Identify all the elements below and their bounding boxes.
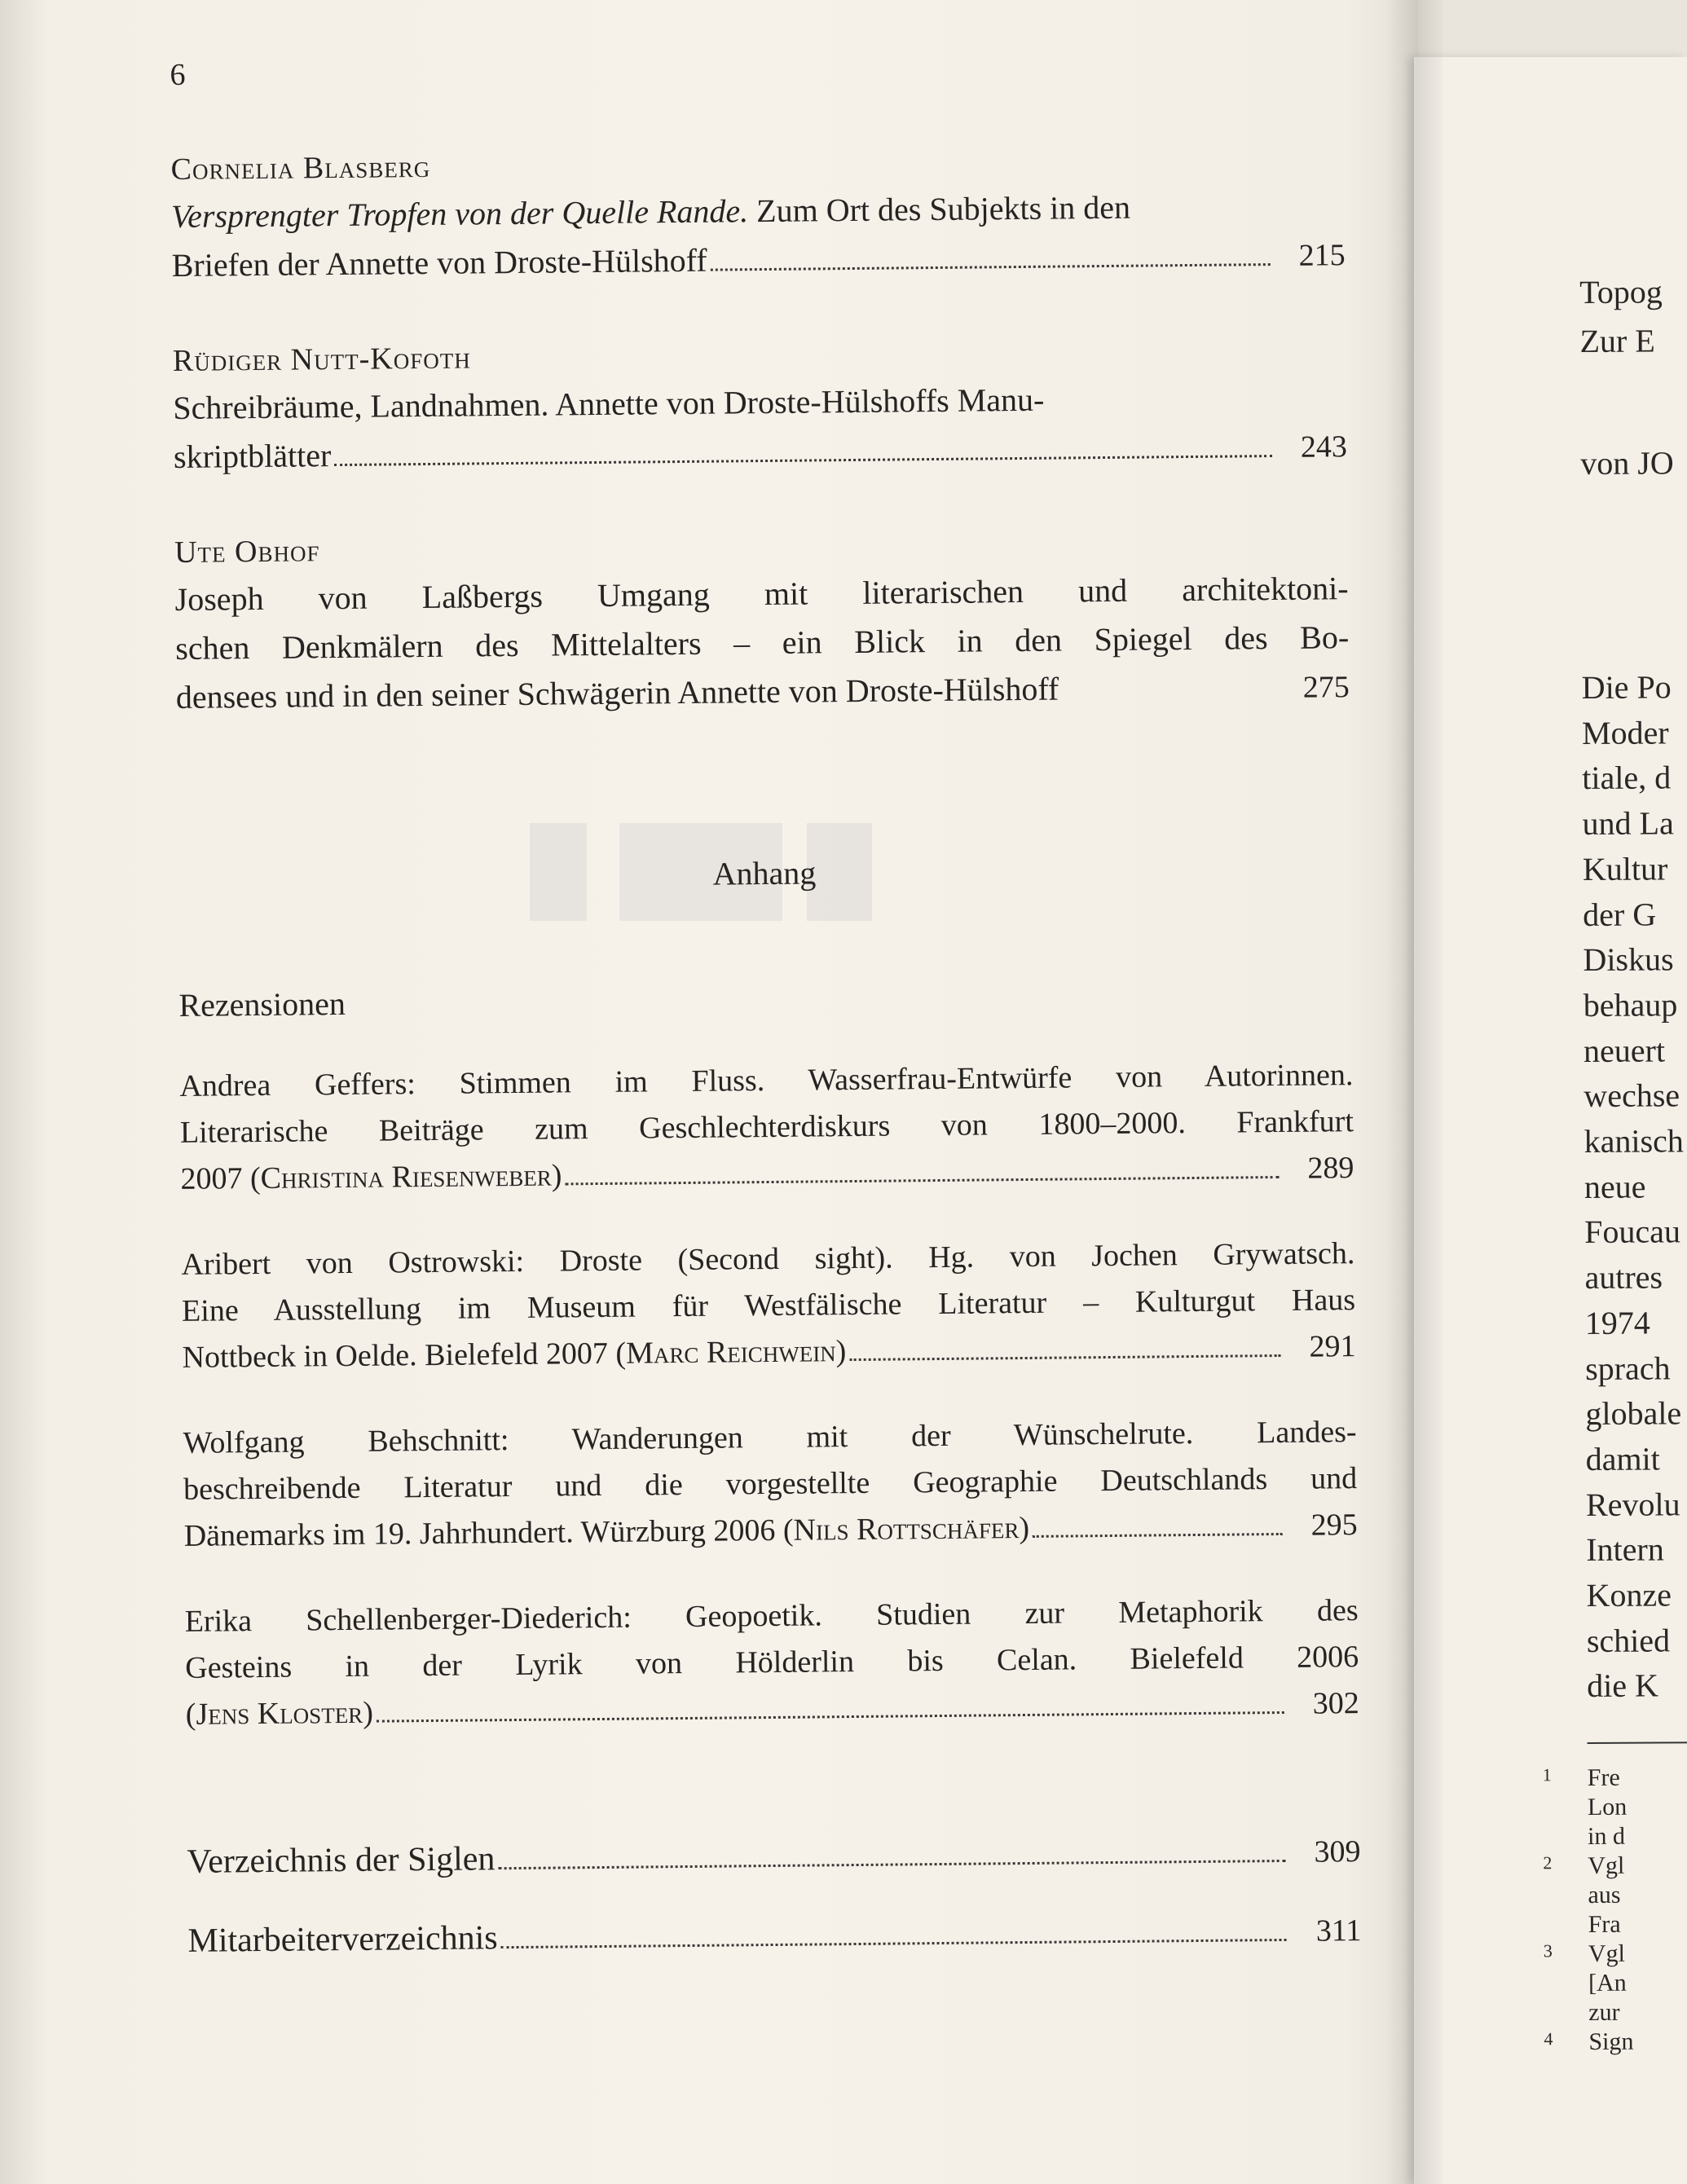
right-page-body-line: damit: [1585, 1440, 1660, 1477]
review-last-text: [182, 1328, 846, 1381]
review-line: Aribert von Ostrowski: Droste (Second sight). Hg. von Jochen Grywatsch.: [181, 1236, 1355, 1282]
right-page-body-line: Diskus: [1583, 940, 1674, 979]
right-page-body-line: neue: [1583, 1168, 1646, 1205]
review-last-text: [183, 1505, 1029, 1560]
entry-page-number: 311: [1315, 1913, 1362, 1948]
footnote-line: [An: [1588, 1969, 1627, 1997]
appendix-entries: [187, 1826, 1362, 1996]
footnote-line: Sign: [1588, 2028, 1634, 2055]
toc-entry: [173, 327, 1348, 482]
right-page-body-line: kanisch: [1583, 1122, 1684, 1160]
review-line: Eine Ausstellung im Museum für Westfälische Literatur – Kulturgut Haus: [181, 1283, 1356, 1328]
review-page-number: 295: [1310, 1508, 1358, 1543]
footnote-line: Fra: [1588, 1910, 1621, 1938]
right-page-body-line: Konze: [1586, 1576, 1672, 1614]
review-last-prefix: (: [185, 1697, 196, 1732]
reviews-list: [179, 1052, 1359, 1777]
right-page-body-line: sprach: [1584, 1349, 1671, 1387]
right-page-body-line: behaup: [1583, 986, 1678, 1024]
entry-page-number: 243: [1300, 429, 1348, 465]
right-page-body-line: die K: [1587, 1667, 1659, 1705]
review-last-prefix: 2007 (: [180, 1160, 261, 1196]
review-last-prefix: Dänemarks im 19. Jahrhundert. Würzburg 2006 (: [183, 1513, 794, 1553]
footnote-line: Vgl: [1588, 1852, 1625, 1879]
reviewer-name: Jens Kloster: [196, 1695, 363, 1732]
toc-entry: [174, 518, 1350, 723]
footnote-line: aus: [1588, 1881, 1621, 1909]
right-page-body-line: Foucau: [1584, 1213, 1681, 1251]
book-gutter: [1385, 0, 1443, 2184]
contributions-list: [170, 135, 1350, 770]
right-page-body-line: globale: [1585, 1394, 1682, 1433]
review-entry: [183, 1409, 1358, 1560]
right-page-body-line: Revolu: [1585, 1485, 1680, 1523]
entry-page-number: 275: [1302, 670, 1350, 705]
review-line: beschreibende Literatur und die vorgestellte Geographie Deutschlands und: [183, 1461, 1358, 1507]
footnote-line: zur: [1588, 1998, 1620, 2026]
review-last-suffix: ): [363, 1695, 374, 1730]
dot-leader: [334, 455, 1272, 466]
entry-page-number: 215: [1298, 238, 1346, 273]
review-page-number: 291: [1309, 1329, 1356, 1364]
review-page-number: 289: [1307, 1151, 1354, 1186]
entry-title: Joseph von Laßbergs Umgang mit literarischen und architektoni-: [174, 570, 1349, 618]
entry-author: Ute Obhof: [174, 534, 320, 570]
dot-leader: [501, 1939, 1287, 1948]
right-page-heading-line: Zur E: [1579, 322, 1655, 359]
entry-title: Mitarbeiterverzeichnis: [187, 1919, 498, 1960]
entry-last-line: [171, 230, 1346, 291]
footnote-line: Fre: [1587, 1763, 1620, 1791]
review-entry: [179, 1052, 1354, 1203]
entry-title-end: skriptblätter: [173, 437, 332, 475]
review-line: Literarische Beiträge zum Geschlechterdiskurs von 1800–2000. Frankfurt: [179, 1104, 1354, 1150]
section-heading-anhang: Anhang: [712, 854, 817, 892]
entry-author: Rüdiger Nutt-Kofoth: [172, 341, 471, 378]
dot-leader: [377, 1711, 1284, 1723]
review-last-suffix: ): [551, 1158, 562, 1193]
right-page-body-line: 1974: [1584, 1304, 1650, 1341]
entry-title-line2: schen Denkmälern des Mittelalters – ein Blick in den Spiegel des Bo-: [175, 619, 1350, 667]
footnote-mark: 3: [1543, 1940, 1553, 1962]
review-line: Wolfgang Behschnitt: Wanderungen mit der Wünschelrute. Landes-: [183, 1415, 1357, 1460]
review-entry: [181, 1231, 1356, 1381]
right-page-body-line: Intern: [1586, 1530, 1664, 1569]
review-last-suffix: ): [1019, 1510, 1030, 1546]
footnote-line: Vgl: [1588, 1940, 1625, 1967]
right-page-body-line: und La: [1582, 804, 1674, 843]
subsection-heading-rezensionen: Rezensionen: [178, 984, 346, 1024]
entry-title-end: Briefen der Annette von Droste-Hülshoff: [171, 241, 707, 284]
entry-last-line: [176, 662, 1350, 723]
right-page-body-line: Moder: [1581, 714, 1669, 751]
dot-leader: [566, 1176, 1280, 1185]
dot-leader: [849, 1354, 1280, 1361]
footnote-line: Lon: [1587, 1793, 1628, 1821]
entry-page-number: 309: [1314, 1834, 1361, 1869]
toc-entry: [170, 135, 1346, 291]
entry-title: Verzeichnis der Siglen: [187, 1840, 496, 1881]
reviewer-name: Marc Reichwein: [625, 1334, 836, 1371]
entry-title-rest: Zum Ort des Subjekts in den: [747, 188, 1131, 230]
page-number: 6: [170, 57, 186, 92]
right-page-body-line: autres: [1584, 1258, 1663, 1297]
review-entry: [184, 1587, 1359, 1738]
right-page-body-line: Die Po: [1581, 668, 1672, 706]
right-page-body-line: Kultur: [1582, 850, 1668, 887]
right-page-body-line: neuert: [1583, 1032, 1666, 1069]
right-page-byline: von JO: [1580, 444, 1674, 482]
toc-entry-mitarbeiter: [187, 1905, 1362, 1966]
review-line: Erika Schellenberger-Diederich: Geopoetik. Studien zur Metaphorik des: [184, 1593, 1359, 1639]
entry-author: Cornelia Blasberg: [170, 149, 431, 187]
right-page-heading-line: Topog: [1579, 273, 1663, 310]
toc-entry-siglen: [187, 1826, 1361, 1887]
entry-title-italic: Versprengter Tropfen von der Quelle Rande.: [170, 192, 749, 235]
reviewer-name: Nils Rottschäfer: [793, 1511, 1020, 1548]
dot-leader: [1062, 695, 1275, 700]
footnote-mark: 1: [1542, 1764, 1552, 1786]
review-line: Gesteins in der Lyrik von Hölderlin bis Celan. Bielefeld 2006: [185, 1640, 1359, 1685]
right-page-body-line: der G: [1583, 896, 1657, 933]
dot-leader: [711, 263, 1271, 271]
right-page-body-line: schied: [1586, 1622, 1671, 1659]
review-line: Andrea Geffers: Stimmen im Fluss. Wasserfrau-Entwürfe von Autorinnen.: [179, 1058, 1354, 1103]
footnote-mark: 4: [1544, 2028, 1553, 2050]
entry-title: Schreibräume, Landnahmen. Annette von Droste-Hülshoffs Manu-: [173, 381, 1045, 426]
review-last-text: [186, 1690, 374, 1738]
right-page-body-line: wechse: [1583, 1077, 1680, 1115]
review-page-number: 302: [1312, 1686, 1359, 1721]
right-page-body-line: tiale, d: [1582, 759, 1672, 797]
review-last-prefix: Nottbeck in Oelde. Bielefeld 2007 (: [182, 1336, 627, 1375]
entry-title-end: densees und in den seiner Schwägerin Annette von Droste-Hülshoff: [175, 670, 1059, 716]
dot-leader: [1033, 1533, 1283, 1538]
review-last-suffix: ): [835, 1334, 847, 1369]
review-last-text: [180, 1152, 562, 1202]
dot-leader: [499, 1860, 1286, 1869]
footnote-mark: 2: [1543, 1852, 1553, 1874]
footnote-line: in d: [1588, 1822, 1626, 1850]
reviewer-name: Christina Riesenweber: [260, 1158, 553, 1195]
